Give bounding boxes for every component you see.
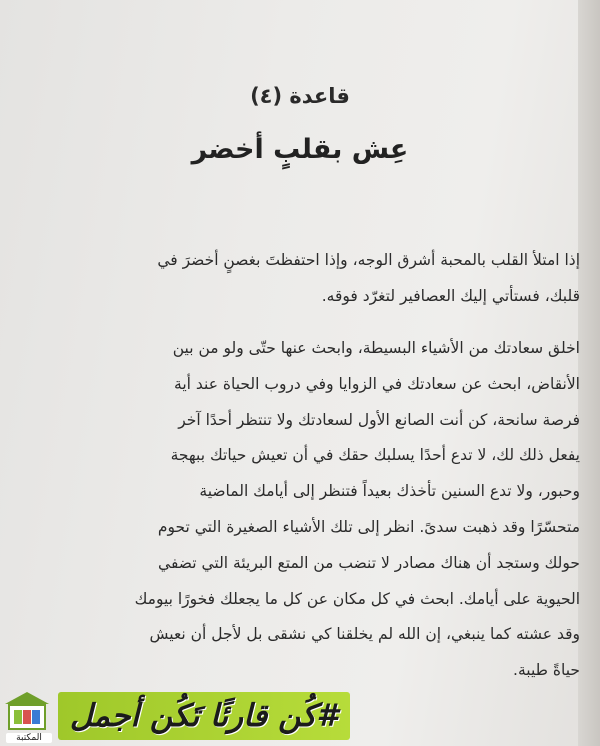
- text-line: وقد عشته كما ينبغي، إن الله لم يخلقنا كي نشقى بل لأجل أن نعيش: [149, 625, 580, 644]
- text-line: قلبك، فستأتي إليك العصافير لتغرّد فوقه.: [321, 287, 580, 305]
- text-line: حياةً طيبة.: [513, 661, 580, 680]
- paragraph-1: [38, 242, 580, 314]
- adjacent-page-edge: [578, 0, 600, 746]
- rule-number-heading: قاعدة (٤): [250, 84, 350, 108]
- text-line: الحيوية على أيامك. ابحث في كل مكان عن كل ما يجعلك فخورًا بيومك: [134, 589, 580, 608]
- text-line: اخلق سعادتك من الأشياء البسيطة، وابحث عنها حتّى ولو من بين: [172, 339, 580, 357]
- text-line: إذا امتلأ القلب بالمحبة أشرق الوجه، وإذا احتفظتَ بغصنٍ أخضرَ في: [157, 251, 580, 269]
- text-line: وحبور، ولا تدع السنين تأخذك بعيداً فتنظر إلى أيامك الماضية: [199, 482, 580, 501]
- library-watermark: [0, 684, 352, 746]
- library-logo-text: المكتبة: [6, 733, 52, 743]
- library-logo-icon: [2, 690, 52, 744]
- watermark-slogan: #كُن قارئًا تَكُن أجمل: [58, 692, 350, 740]
- chapter-title: عِش بقلبٍ أخضر: [191, 134, 409, 165]
- text-line: الأنقاض، ابحث عن سعادتك في الزوايا وفي دروب الحياة عند أية: [174, 374, 580, 393]
- text-line: متحسّرًا وقد ذهبت سدىً. انظر إلى تلك الأشياء الصغيرة التي تحوم: [157, 517, 580, 536]
- paragraph-2: [38, 331, 580, 689]
- text-line: حولك وستجد أن هناك مصادر لا تنضب من المتع البريئة التي تضفي: [158, 553, 580, 572]
- text-line: فرصة سانحة، كن أنت الصانع الأول لسعادتك ولا تنتظر أحدًا آخر: [178, 410, 580, 429]
- text-line: يفعل ذلك لك، لا تدع أحدًا يسلبك حقك في أن تعيش حياتك ببهجة: [170, 446, 580, 465]
